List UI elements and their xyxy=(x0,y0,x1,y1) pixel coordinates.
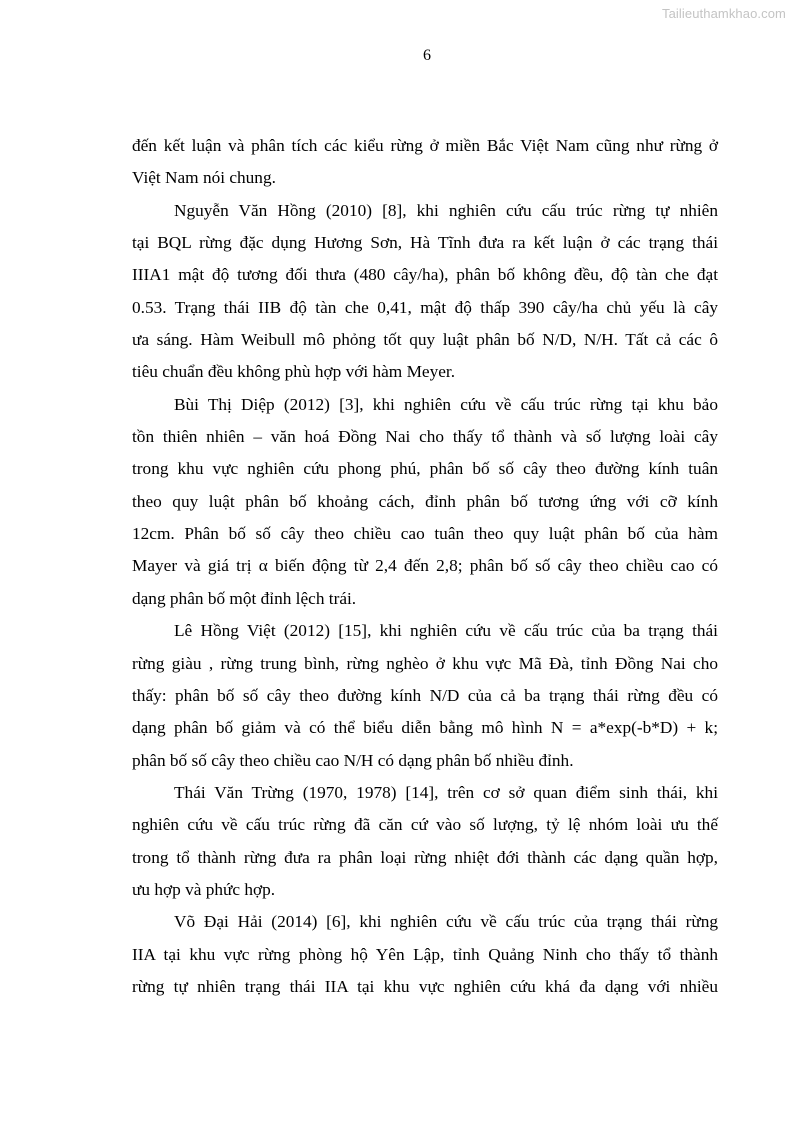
text-line: Võ Đại Hải (2014) [6], khi nghiên cứu về cấu trúc của trạng thái rừng xyxy=(174,912,718,932)
text-line: thấy: phân bố số cây theo đường kính N/D của cả ba trạng thái rừng đều có xyxy=(132,685,718,705)
text-line: trong khu vực nghiên cứu phong phú, phân bố số cây theo đường kính tuân xyxy=(132,459,718,479)
text-line: Việt Nam nói chung. xyxy=(132,168,276,188)
text-line: Lê Hồng Việt (2012) [15], khi nghiên cứu về cấu trúc của ba trạng thái xyxy=(174,621,718,641)
text-line: Thái Văn Trừng (1970, 1978) [14], trên cơ sở quan điểm sinh thái, khi xyxy=(174,782,718,802)
text-line: phân bố số cây theo chiều cao N/H có dạng phân bố nhiều đỉnh. xyxy=(132,750,574,770)
text-line: dạng phân bố giảm và có thể biểu diễn bằng mô hình N = a*exp(-b*D) + k; xyxy=(132,718,718,738)
text-line: tại BQL rừng đặc dụng Hương Sơn, Hà Tĩnh đưa ra kết luận ở các trạng thái xyxy=(132,233,718,253)
text-line: IIIA1 mật độ tương đối thưa (480 cây/ha), phân bố không đều, độ tàn che đạt xyxy=(132,265,718,285)
text-line: ưa sáng. Hàm Weibull mô phỏng tốt quy luật phân bố N/D, N/H. Tất cả các ô xyxy=(132,330,718,350)
text-line: Bùi Thị Diệp (2012) [3], khi nghiên cứu về cấu trúc rừng tại khu bảo xyxy=(174,394,718,414)
text-line: tiêu chuẩn đều không phù hợp với hàm Meyer. xyxy=(132,362,456,382)
text-line: theo quy luật phân bố khoảng cách, đỉnh phân bố tương ứng với cỡ kính xyxy=(132,491,718,511)
text-line: rừng giàu , rừng trung bình, rừng nghèo ở khu vực Mã Đà, tỉnh Đồng Nai cho xyxy=(132,653,718,673)
watermark: Tailieuthamkhao.com xyxy=(661,6,786,21)
text-line: đến kết luận và phân tích các kiểu rừng ở miền Bắc Việt Nam cũng như rừng ở xyxy=(132,136,718,155)
text-line: Nguyễn Văn Hồng (2010) [8], khi nghiên cứu cấu trúc rừng tự nhiên xyxy=(174,200,718,220)
paragraph xyxy=(132,130,718,195)
page-number: 6 xyxy=(423,47,431,64)
document-body xyxy=(132,130,718,1003)
text-line: 0.53. Trạng thái IIB độ tàn che 0,41, mật độ thấp 390 cây/ha chủ yếu là cây xyxy=(132,297,718,317)
paragraph xyxy=(132,615,718,777)
paragraph xyxy=(132,777,718,906)
text-line: nghiên cứu về cấu trúc rừng đã căn cứ vào số lượng, tỷ lệ nhóm loài ưu thế xyxy=(132,815,718,835)
text-line: tồn thiên nhiên – văn hoá Đồng Nai cho thấy tổ thành và số lượng loài cây xyxy=(132,427,718,447)
text-line: dạng phân bố một đỉnh lệch trái. xyxy=(132,588,357,608)
paragraph xyxy=(132,906,718,1003)
text-line: rừng tự nhiên trạng thái IIA tại khu vực nghiên cứu khá đa dạng với nhiều xyxy=(132,976,718,996)
text-line: Mayer và giá trị α biến động từ 2,4 đến 2,8; phân bố số cây theo chiều cao có xyxy=(132,556,718,576)
text-line: trong tổ thành rừng đưa ra phân loại rừng nhiệt đới thành các dạng quần hợp, xyxy=(132,847,718,867)
paragraph xyxy=(132,389,718,615)
text-line: ưu hợp và phức hợp. xyxy=(132,879,276,899)
text-line: IIA tại khu vực rừng phòng hộ Yên Lập, tỉnh Quảng Ninh cho thấy tổ thành xyxy=(132,944,718,964)
paragraph xyxy=(132,195,718,389)
text-line: 12cm. Phân bố số cây theo chiều cao tuân theo quy luật phân bố của hàm xyxy=(132,524,718,544)
